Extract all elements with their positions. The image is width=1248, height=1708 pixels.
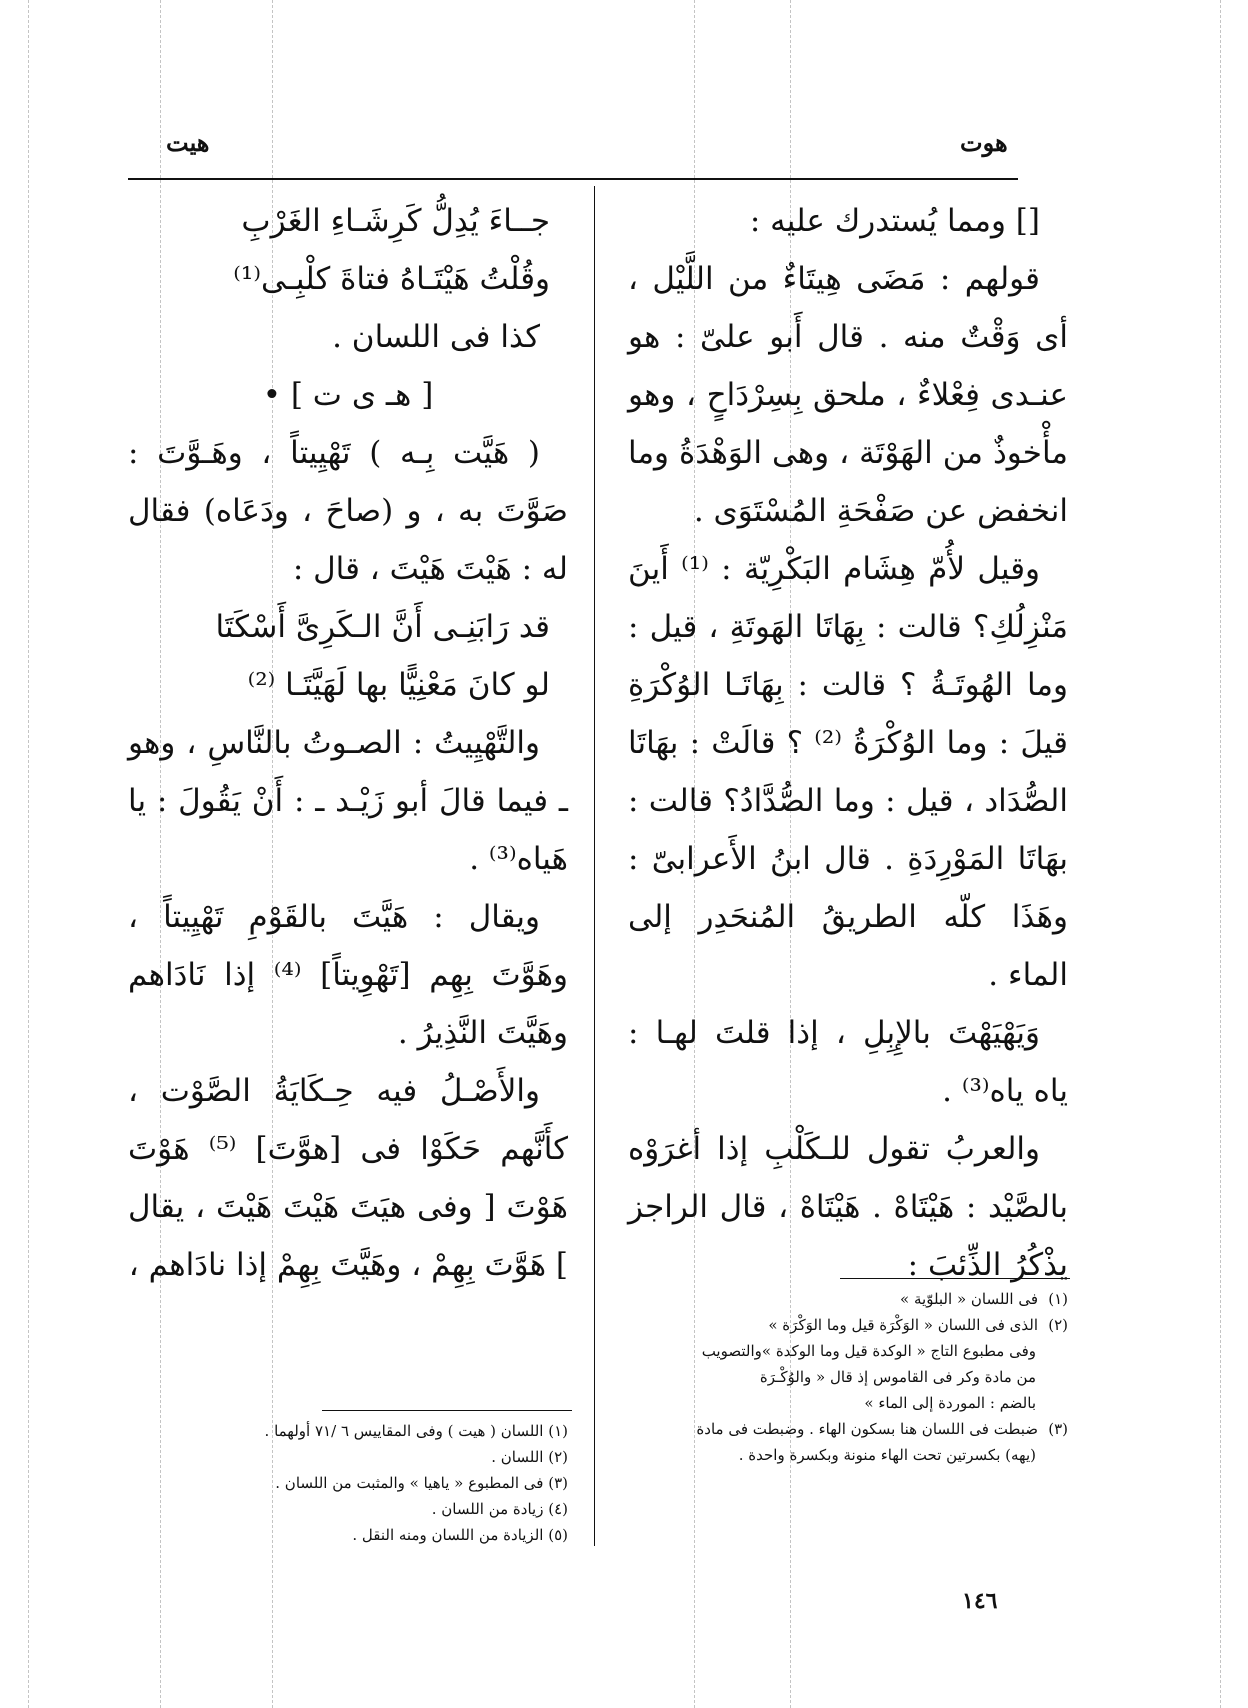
verse-2-line-1: قد رَابَنِـى أَنَّ الـكَرِىَّ أَسْكَتَا <box>215 609 550 645</box>
left-para-2: والتَّهْيِيتُ : الصـوتُ بالنَّاسِ ، وهو ـ فيما قالَ أبو زَيْـد ـ : أَنْ يَقُولَ : يا هَياه⁽³⁾ . <box>128 725 568 877</box>
left-para-4: والأَصْـلُ فيه حِـكَايَةُ الصَّوْت ، كأَنَّهم حَكَوْا فى [هوَّتَ] ⁽⁵⁾ هَوْتَ هَوْتَ [ وفى هيَتَ هَيْتَ هَيْتَ ، يقال ] هَوَّتَ بِهِمْ ، وهَيَّتَ بِهِمْ إذا نادَاهم ، <box>128 1073 568 1283</box>
running-header-left: هيت <box>166 128 210 157</box>
right-footnote-2-cont: من مادة وكر فى القاموس إذ قال « والوُكْـرَة <box>759 1368 1036 1386</box>
right-para-5: والعربُ تقول للـكَلْبِ إذا أغرَوْه بالصَّيْد : هَيْتَاهْ . هَيْتَاهْ ، قال الراجز يذْكُرُ الذِّئبَ : <box>628 1131 1068 1283</box>
right-para-3: وقيل لأُمّ هِشَام البَكْرِيّة : ⁽¹⁾ أَينَ مَنْزِلُكِ؟ قالت : بِهَاتَا الهَوتَةِ ، قيل : وما الهُوتَـةُ ؟ قالت : بِهَاتَـا الوُكْرَةِ قيلَ : وما الوُكْرَةُ ⁽²⁾ ؟ قالَتْ : بهَاتَا الصُّدَاد ، قيل : وما الصُّدَّادُ؟ قالت : بهَاتَا المَوْرِدَةِ . قال ابنُ الأَعرابىّ : وهَذَا كلّه الطريقُ المُنحَدِر إلى الماء . <box>628 551 1068 993</box>
source-note: كذا فى اللسان . <box>332 319 540 355</box>
right-column <box>628 192 1068 1294</box>
left-footnote-4: (٤) زيادة من اللسان . <box>431 1500 568 1518</box>
verse-2-line-2: لو كانَ مَعْنِيًّا بها لَهَيَّتَـا ⁽²⁾ <box>247 667 550 703</box>
left-footnotes <box>128 1418 568 1548</box>
left-footnote-2: (٢) اللسان . <box>491 1448 568 1466</box>
right-footnote-2: (٢)الذى فى اللسان « الوَكْرَة قيل وما الوَكْرَة » <box>768 1316 1068 1334</box>
entry-heading: [ هـ ى ت ] • <box>262 377 434 413</box>
left-para-3: ويقال : هَيَّتَ بالقَوْمِ تَهْيِيتاً ، وهَوَّتَ بِهِم [تَهْوِيتاً] ⁽⁴⁾ إذا نَادَاهم وهَيَّتَ النَّذِيرُ . <box>128 899 568 1051</box>
right-para-1: [] ومما يُستدرك عليه : <box>749 203 1040 239</box>
left-footnote-1: (١) اللسان ( هيت ) وفى المقاييس ٦ /٧١ أولهما . <box>264 1422 568 1440</box>
right-footnote-3: (٣)ضبطت فى اللسان هنا بسكون الهاء . وضبطت فى مادة <box>696 1420 1068 1438</box>
verse-1-line-2: وقُلْتُ هَيْتَـاهُ فتاةَ كلْبِـى⁽¹⁾ <box>233 261 550 297</box>
right-para-4: وَيَهْيَهْتَ بالإِبِلِ ، إذا قلتَ لهـا : ياه ياه⁽³⁾ . <box>628 1015 1068 1109</box>
right-footnote-2-cont: بالضم : الموردة إلى الماء » <box>864 1394 1036 1412</box>
right-footnote-3-cont: (يهه) بكسرتين تحت الهاء منونة وبكسرة واحدة . <box>738 1446 1036 1464</box>
header-rule <box>128 178 1018 180</box>
left-footnote-rule <box>322 1410 572 1411</box>
right-footnote-rule <box>840 1278 1070 1279</box>
left-footnote-5: (٥) الزيادة من اللسان ومنه النقل . <box>352 1526 568 1544</box>
scan-guide-line <box>1220 0 1221 1708</box>
left-para-1: ( هَيَّت بِـه ) تَهْيِيتاً ، وهَـوَّتَ : صَوَّتَ به ، و (صاحَ ، ودَعَاه) فقال له : هَيْتَ هَيْتَ ، قال : <box>128 435 568 587</box>
left-footnote-3: (٣) فى المطبوع « ياهيا » والمثبت من اللسان . <box>275 1474 568 1492</box>
left-column <box>128 192 568 1294</box>
right-footnote-1: (١)فى اللسان « البلوّية » <box>900 1290 1068 1308</box>
page-number: ١٤٦ <box>962 1588 998 1614</box>
right-footnote-2-cont: وفى مطبوع التاج « الوكدة قيل وما الوكدة »والتصويب <box>701 1342 1036 1360</box>
right-para-2: قولهم : مَضَى هِيتَاءٌ من اللَّيْل ، أى وَقْتٌ منه . قال أَبو علىّ : هو عنـدى فِعْلاءٌ ، ملحق بِسِرْدَاحٍ ، وهو مأْخوذٌ من الهَوْتَة ، وهى الوَهْدَةُ وما انخفض عن صَفْحَةِ المُسْتَوَى . <box>628 261 1068 529</box>
column-divider <box>594 186 595 1546</box>
verse-1-line-1: جــاءَ يُدِلُّ كَرِشَـاءِ الغَرْبِ <box>241 203 550 239</box>
scan-guide-line <box>28 0 29 1708</box>
running-header-right: هوت <box>960 128 1008 157</box>
right-footnotes <box>628 1286 1068 1468</box>
